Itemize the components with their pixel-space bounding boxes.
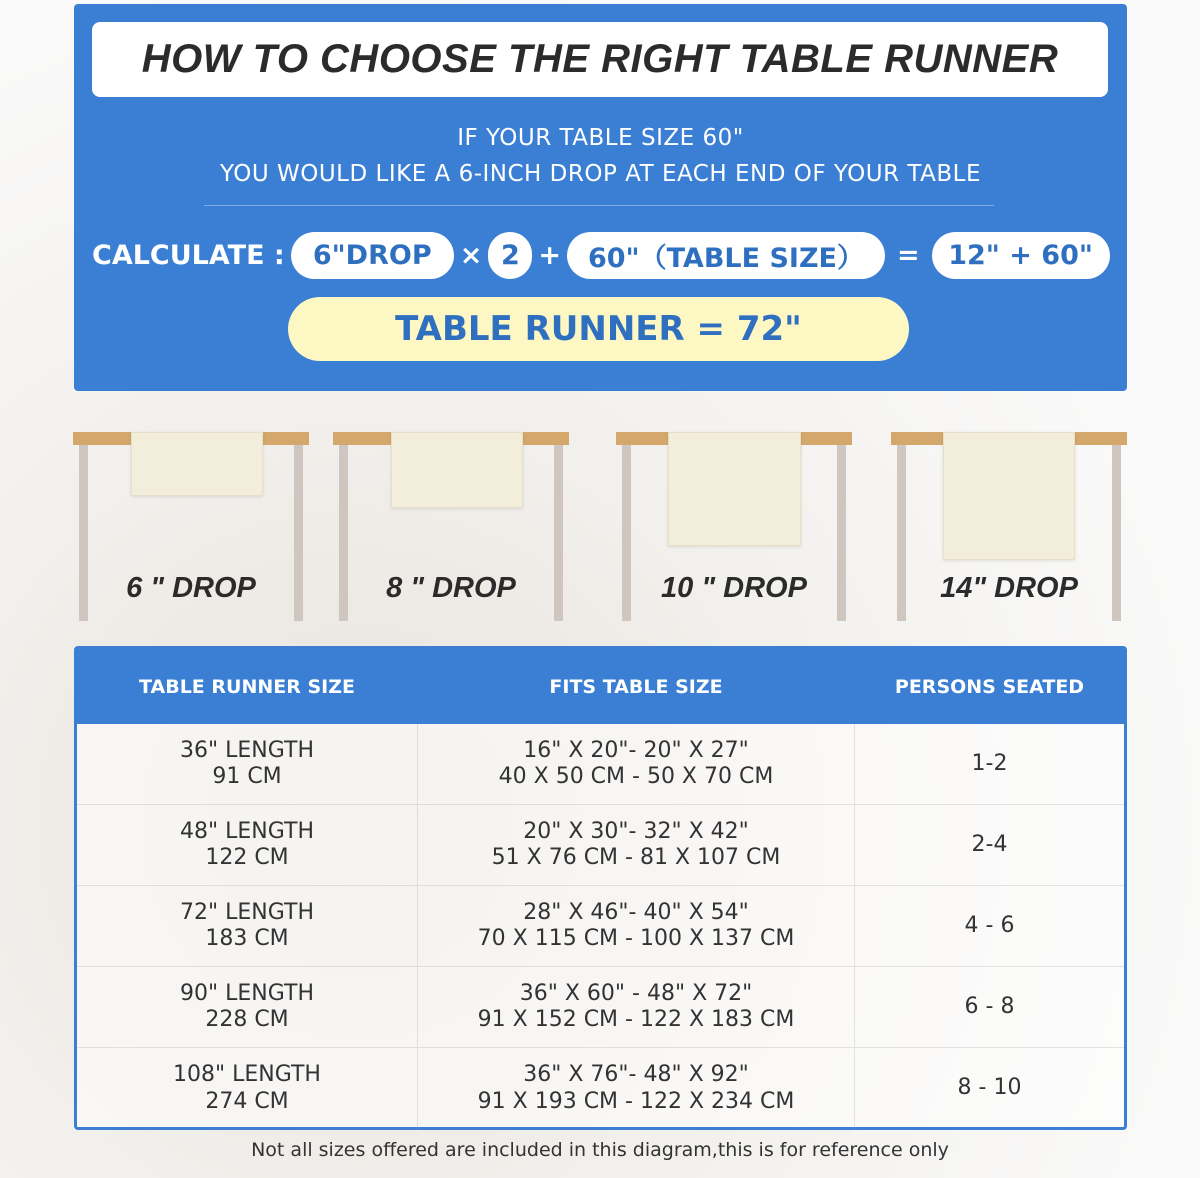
runner [131, 432, 263, 496]
runner-size-cell [77, 967, 417, 1047]
table-row [77, 805, 1124, 886]
divider [204, 205, 994, 206]
drop-label: 14" DROP [940, 572, 1078, 604]
size-inches: 108" LENGTH [173, 1062, 321, 1088]
size-cm: 91 CM [212, 764, 282, 789]
drop-pill: 6"DROP [291, 232, 454, 279]
size-table [74, 646, 1127, 1130]
equals-sign: = [896, 240, 920, 271]
persons-cell [855, 724, 1124, 804]
fits-cell [417, 967, 855, 1047]
subtitle-line-1: IF YOUR TABLE SIZE 60" [457, 125, 744, 151]
table-row [77, 967, 1124, 1048]
size-inches: 72" LENGTH [180, 899, 314, 925]
plus-sign: + [538, 240, 561, 271]
size-cm: 228 CM [205, 1007, 289, 1032]
calculation-row [92, 232, 1110, 279]
sum-pill: 12" + 60" [932, 232, 1110, 279]
drop-illustration-8 [333, 432, 569, 622]
persons-cell [855, 1048, 1124, 1129]
runner-size-cell [77, 886, 417, 966]
page-title: HOW TO CHOOSE THE RIGHT TABLE RUNNER [92, 22, 1108, 97]
persons-value: 1-2 [971, 750, 1008, 776]
multiplier-pill: 2 [488, 232, 532, 279]
table-header [77, 649, 1124, 724]
runner [668, 432, 801, 546]
fits-inches: 28" X 46"- 40" X 54" [523, 899, 749, 925]
fits-inches: 36" X 60" - 48" X 72" [519, 980, 753, 1006]
persons-value: 8 - 10 [957, 1075, 1022, 1101]
drop-illustration-6 [73, 432, 309, 622]
fits-cell [417, 724, 855, 804]
fits-cell [417, 805, 855, 885]
calculate-label: CALCULATE : [92, 240, 285, 271]
table-size-pill: 60"（TABLE SIZE） [567, 232, 885, 279]
fits-inches: 36" X 76"- 48" X 92" [523, 1062, 749, 1088]
header-fits-table: FITS TABLE SIZE [549, 675, 723, 698]
header-persons: PERSONS SEATED [894, 675, 1085, 698]
fits-inches: 16" X 20"- 20" X 27" [523, 737, 749, 763]
table-row [77, 724, 1124, 805]
runner-size-cell [77, 805, 417, 885]
persons-value: 2-4 [971, 831, 1008, 857]
size-cm: 183 CM [205, 926, 289, 951]
runner-size-cell [77, 724, 417, 804]
size-cm: 122 CM [205, 845, 289, 870]
runner-size-cell [77, 1048, 417, 1129]
calculation-panel [74, 4, 1127, 391]
drop-illustration-10 [616, 432, 852, 622]
drop-label: 6 " DROP [126, 572, 256, 604]
fits-cm: 51 X 76 CM - 81 X 107 CM [491, 845, 781, 870]
persons-cell [855, 967, 1124, 1047]
footnote: Not all sizes offered are included in this diagram,this is for reference only [251, 1139, 949, 1161]
size-inches: 36" LENGTH [180, 737, 314, 763]
result-pill: TABLE RUNNER = 72" [288, 297, 909, 361]
table-row [77, 1048, 1124, 1129]
runner [943, 432, 1075, 560]
size-cm: 274 CM [205, 1088, 289, 1114]
fits-cm: 91 X 152 CM - 122 X 183 CM [477, 1007, 795, 1032]
persons-value: 4 - 6 [964, 912, 1015, 938]
fits-cell [417, 886, 855, 966]
persons-cell [855, 886, 1124, 966]
header-runner-size: TABLE RUNNER SIZE [139, 675, 355, 698]
runner [391, 432, 523, 508]
subtitle-line-2: YOU WOULD LIKE A 6-INCH DROP AT EACH END OF YOUR TABLE [219, 161, 982, 187]
size-inches: 90" LENGTH [180, 980, 314, 1006]
persons-value: 6 - 8 [964, 993, 1015, 1019]
fits-cm: 40 X 50 CM - 50 X 70 CM [498, 764, 774, 789]
fits-cell [417, 1048, 855, 1129]
fits-cm: 70 X 115 CM - 100 X 137 CM [477, 926, 795, 951]
fits-inches: 20" X 30"- 32" X 42" [523, 818, 749, 844]
drop-illustration-14 [891, 432, 1127, 622]
persons-cell [855, 805, 1124, 885]
size-inches: 48" LENGTH [180, 818, 314, 844]
drop-label: 8 " DROP [386, 572, 516, 604]
fits-cm: 91 X 193 CM - 122 X 234 CM [477, 1088, 795, 1114]
times-sign: × [459, 240, 483, 271]
drop-label: 10 " DROP [661, 572, 807, 604]
table-row [77, 886, 1124, 967]
